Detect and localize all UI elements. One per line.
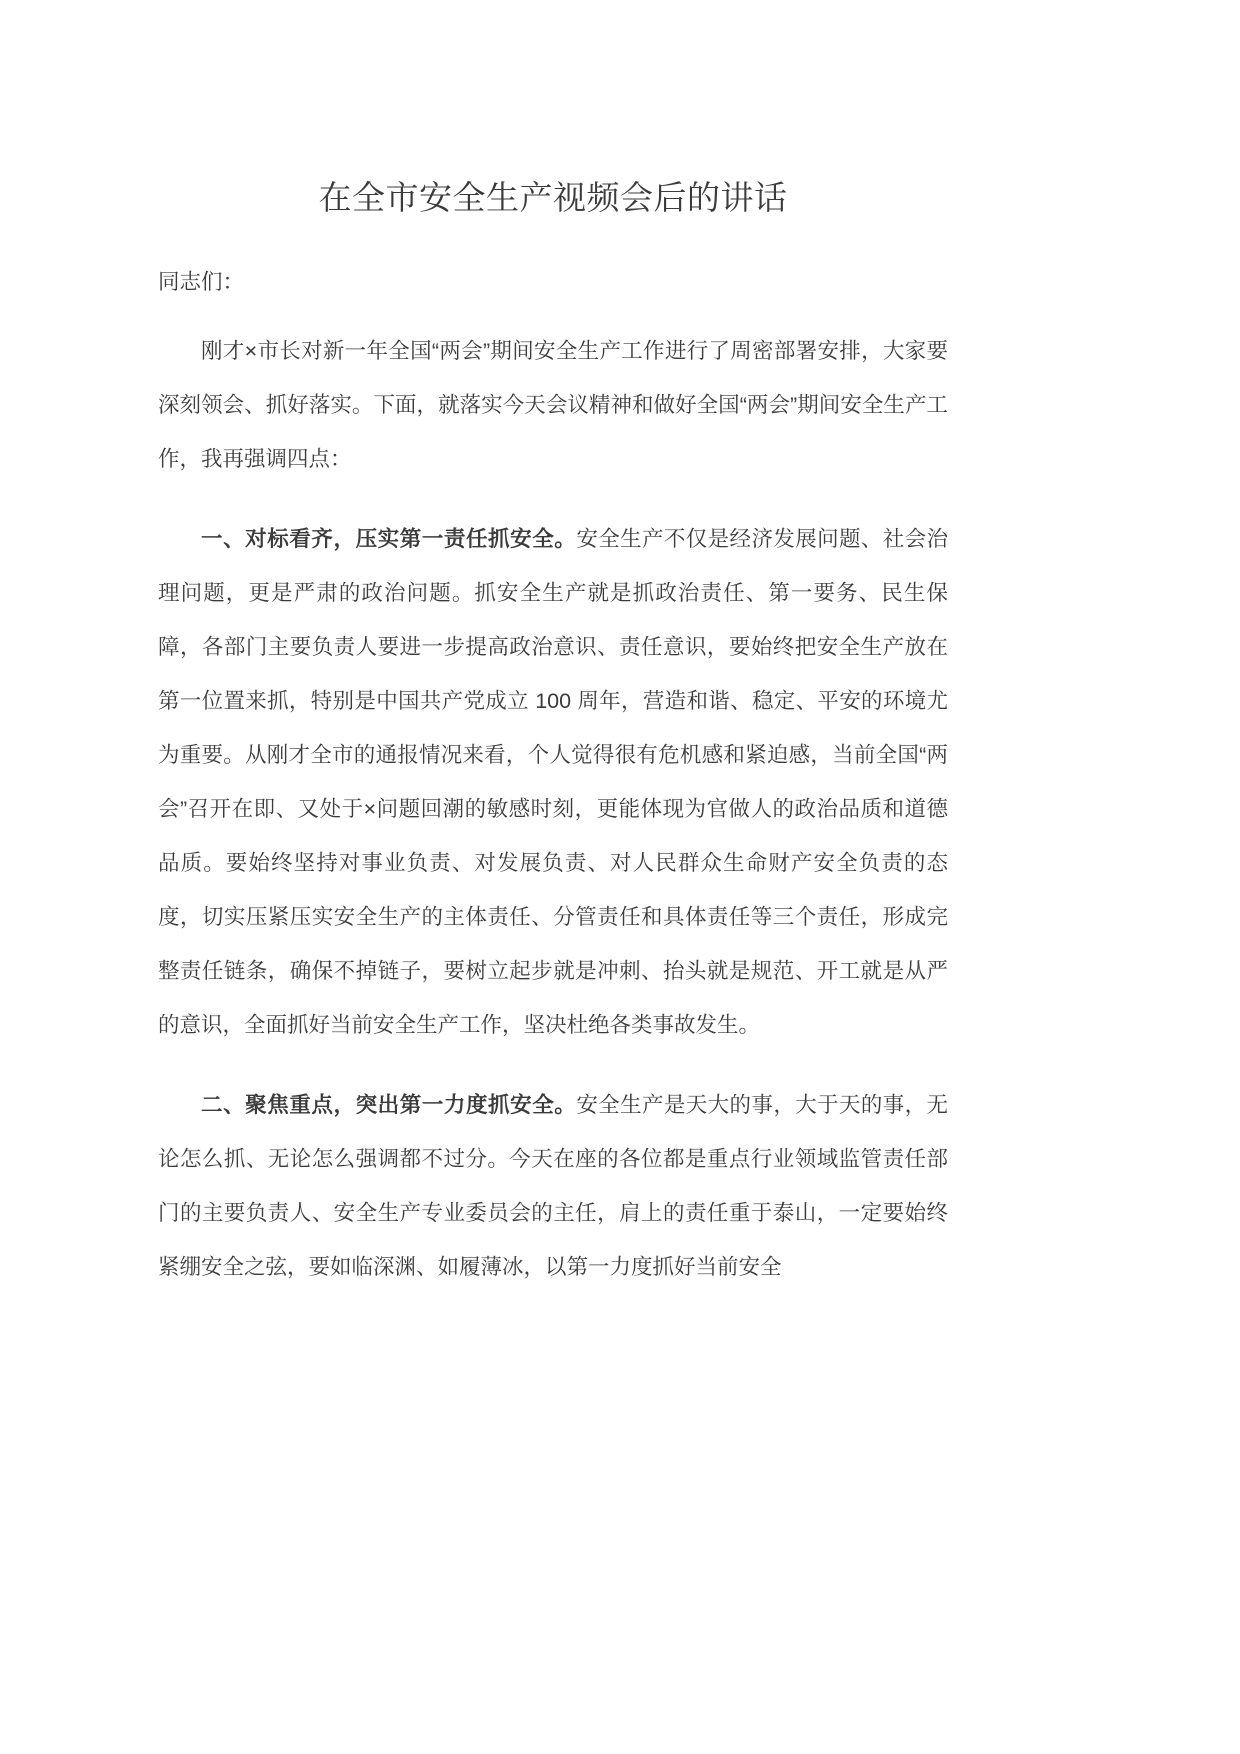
paragraph-intro: 刚才×市长对新一年全国“两会”期间安全生产工作进行了周密部署安排，大家要深刻领会、抓好落实。下面，就落实今天会议精神和做好全国“两会”期间安全生产工作，我再强调四点： — [158, 338, 948, 471]
document-body — [158, 0, 948, 1294]
paragraph-section-one — [158, 486, 948, 1052]
page-title: 在全市安全生产视频会后的讲话 — [318, 179, 788, 216]
section-one-text: 安全生产不仅是经济发展问题、社会治理问题，更是严肃的政治问题。抓安全生产就是抓政治责任、第一要务、民生保障，各部门主要负责人要进一步提高政治意识、责任意识，要始终把安全生产放在第一位置来抓，特别是中国共产党成立 100 周年，营造和谐、稳定、平安的环境尤为重要。从刚才全市的通报情况来看，个人觉得很有危机感和紧迫感，当前全国“两会”召开在即、又处于×问题回潮的敏感时刻，更能体现为官做人的政治品质和道德品质。要始终坚持对事业负责、对发展负责、对人民群众生命财产安全负责的态度，切实压紧压实安全生产的主体责任、分管责任和具体责任等三个责任，形成完整责任链条，确保不掉链子，要树立起步就是冲刺、抬头就是规范、开工就是从严的意识，全面抓好当前安全生产工作，坚决杜绝各类事故发生。 — [158, 526, 948, 1037]
section-two-heading: 二、聚焦重点，突出第一力度抓安全。 — [201, 1092, 577, 1117]
section-one-heading: 一、对标看齐，压实第一责任抓安全。 — [201, 526, 577, 551]
salutation: 同志们： — [158, 269, 245, 294]
section-two-text: 安全生产是天大的事，大于天的事，无论怎么抓、无论怎么强调都不过分。今天在座的各位都是重点行业领域监管责任部门的主要负责人、安全生产专业委员会的主任，肩上的责任重于泰山，一定要始终紧绷安全之弦，要如临深渊、如履薄冰，以第一力度抓好当前安全 — [158, 1092, 948, 1279]
paragraph-section-two — [158, 1052, 948, 1294]
